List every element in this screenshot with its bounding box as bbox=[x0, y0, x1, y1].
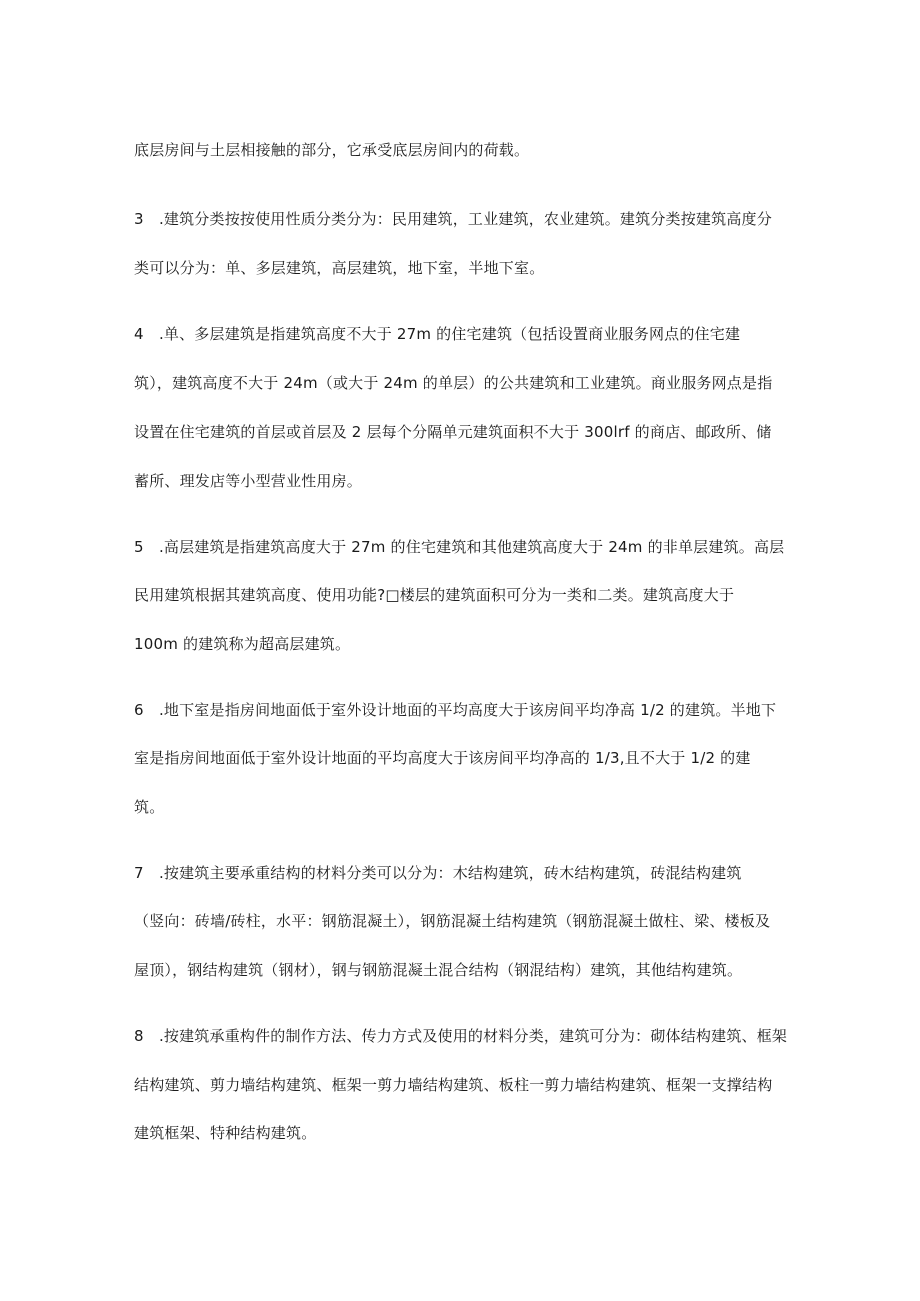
text-line: 3 .建筑分类按按使用性质分类分为：民用建筑，工业建筑，农业建筑。建筑分类按建筑高度分 bbox=[134, 210, 772, 228]
text-line: 4 .单、多层建筑是指建筑高度不大于 27m 的住宅建筑（包括设置商业服务网点的住宅建 bbox=[134, 325, 741, 343]
text-line: 100m 的建筑称为超高层建筑。 bbox=[134, 635, 351, 653]
text-line: 屋顶），钢结构建筑（钢材），钢与钢筋混凝土混合结构（钢混结构）建筑，其他结构建筑。 bbox=[134, 961, 743, 979]
text-line: 设置在住宅建筑的首层或首层及 2 层每个分隔单元建筑面积不大于 300lrf 的商店、邮政所、储 bbox=[134, 423, 772, 441]
text-line: 5 .高层建筑是指建筑高度大于 27m 的住宅建筑和其他建筑高度大于 24m 的非单层建筑。高层 bbox=[134, 538, 785, 556]
text-line: 筑），建筑高度不大于 24m（或大于 24m 的单层）的公共建筑和工业建筑。商业服务网点是指 bbox=[134, 374, 773, 392]
text-line: 6 .地下室是指房间地面低于室外设计地面的平均高度大于该房间平均净高 1/2 的建筑。半地下 bbox=[134, 701, 777, 719]
text-line: 蓄所、理发店等小型营业性用房。 bbox=[134, 472, 363, 490]
text-line: 结构建筑、剪力墙结构建筑、框架一剪力墙结构建筑、板柱一剪力墙结构建筑、框架一支撑结构 bbox=[134, 1076, 773, 1094]
text-line: 7 .按建筑主要承重结构的材料分类可以分为：木结构建筑，砖木结构建筑，砖混结构建筑 bbox=[134, 864, 742, 882]
text-line: 8 .按建筑承重构件的制作方法、传力方式及使用的材料分类，建筑可分为：砌体结构建筑、框架 bbox=[134, 1027, 788, 1045]
text-line: 类可以分为：单、多层建筑，高层建筑，地下室，半地下室。 bbox=[134, 259, 545, 277]
text-line: 建筑框架、特种结构建筑。 bbox=[134, 1124, 317, 1142]
text-line: 民用建筑根据其建筑高度、使用功能?□楼层的建筑面积可分为一类和二类。建筑高度大于 bbox=[134, 586, 735, 604]
text-line: 底层房间与土层相接触的部分，它承受底层房间内的荷载。 bbox=[134, 141, 530, 159]
text-line: （竖向：砖墙/砖柱，水平：钢筋混凝土），钢筋混凝土结构建筑（钢筋混凝土做柱、梁、楼板及 bbox=[134, 912, 771, 930]
text-line: 筑。 bbox=[134, 798, 165, 816]
text-line: 室是指房间地面低于室外设计地面的平均高度大于该房间平均净高的 1/3,且不大于 1/2 的建 bbox=[134, 749, 751, 767]
